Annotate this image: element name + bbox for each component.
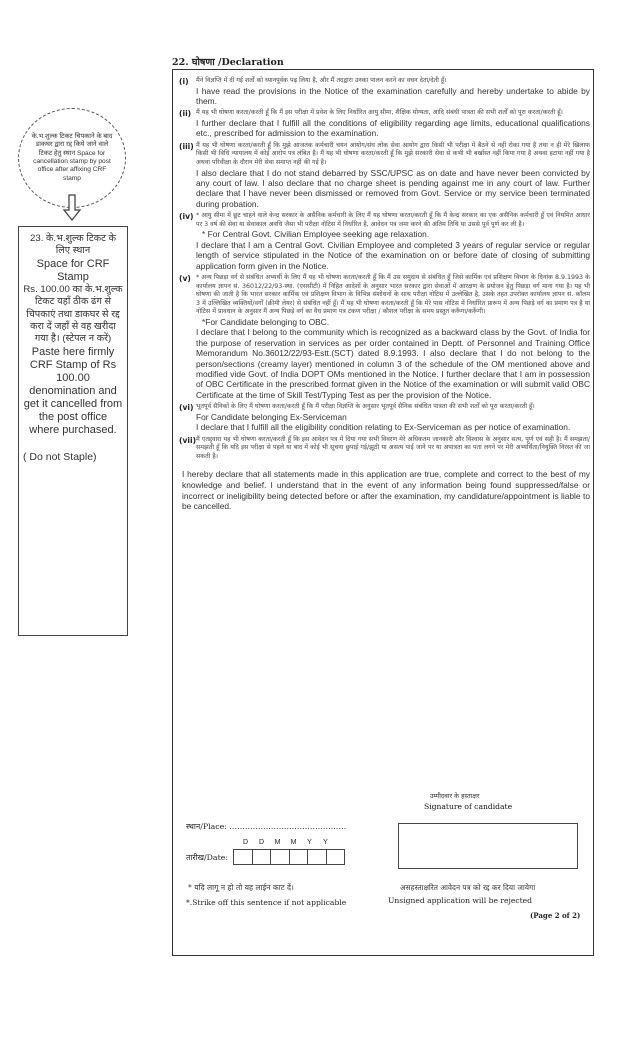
signature-label-hi: उम्मीदवार के हस्ताक्षर	[430, 792, 480, 800]
item-text-en: I declare that I am a Central Govt. Civilian Employee and completed 3 years of regular service or regular length of service stipulated in the Notice of the examination on or before date of closing of submitting application form given in the Notice.	[196, 239, 590, 271]
item-subheading-en: * For Central Govt. Civilian Employee seeking age relaxation.	[202, 229, 430, 240]
date-letter: Y	[323, 839, 329, 846]
item-text-hi: मैं यह भी घोषणा करता/करती हूँ कि मुझे आजतक कर्मचारी चयन आयोग/संघ लोक सेवा आयोग द्वारा किसी भी परीक्षा में बैठने से नहीं रोका गया है तथा न ही मेरे खिलाफ किसी भी विधि न्यायालय में कोई आरोप पत्र लंबित है। मैं यह भी घोषणा करता/करती हूँ कि मुझे सरकारी सेवा से कभी भी बर्खास्त नहीं किया गया है अथवा हटाया नहीं गया है अथवा परिवीक्षा के दौरान मेरी सेवा समाप्त नहीं की गई है।	[196, 141, 590, 166]
item-text-en: I declare that I fulfill all the eligibility condition relating to Ex-Serviceman as per notice of examination.	[196, 422, 571, 433]
cancellation-stamp-circle	[18, 108, 126, 208]
date-digit-box[interactable]	[233, 849, 252, 865]
item-text-en: I also declare that I do not stand debarred by SSC/UPSC as on date and have never been convicted by any court of law. I also declare that no charge sheet is pending against me in any court of law. Further declare that I have never been dismissed or removed from Govt. Service or my service been terminated during probation.	[196, 167, 590, 209]
item-text-hi: मैं एतद्द्वारा यह भी घोषणा करता/करती हूँ कि इस आवेदन पत्र में दिया गया सभी विवरण मेरे अधिकतम जानकारी और विश्वास के अनुसार सत्य, पूर्ण एवं सही है। मैं समझता/समझती हूँ कि यदि इस परीक्षा से पहले या बाद में कोई भी सूचना छुपाई गई/झूठी या असत्य पाई जाने पर या अपात्रता का पता लगने पर मेरी अभ्यर्थिता/नियुक्ति निरस्त की जा सकती है।	[196, 435, 590, 460]
declaration-list	[176, 77, 590, 512]
item-number: (vi)	[179, 403, 194, 413]
declaration-item-3	[176, 142, 590, 209]
item-text-hi: * आयु सीमा में छूट चाहने वाले केन्द्र सरकार के असैनिक कर्मचारी के लिए मैं यह घोषणा करता/करती हूँ कि मैं केन्द्र सरकार का एक असैनिक कर्मचारी हूँ एवं नियमित आधार पर 3 वर्ष की सेवा या सेवाकाल अवधि जैसा भी परीक्षा नोटिस में निर्धारित है, आवेदन पत्र जमा करने की अंतिम तिथि या उससे पूर्व पूर्ण कर ली है।	[196, 212, 590, 228]
unsigned-warning-hi: असहस्ताक्षरित आवेदन पत्र को रद्द कर दिया जायेगा	[400, 883, 536, 892]
date-input-boxes[interactable]	[233, 849, 345, 865]
item-subheading-en: For Candidate belonging Ex-Serviceman	[196, 411, 347, 422]
date-letter: M	[290, 839, 298, 846]
strike-note-hi: * यदि लागू न हो तो यह लाईन काट दें।	[188, 883, 294, 892]
date-digit-box[interactable]	[289, 849, 308, 865]
declaration-item-1	[176, 77, 590, 106]
date-digit-box[interactable]	[270, 849, 289, 865]
date-letter: D	[242, 839, 250, 846]
date-digit-box[interactable]	[307, 849, 326, 865]
declaration-item-7	[176, 436, 590, 462]
unsigned-warning-en: Unsigned application will be rejected	[388, 896, 532, 905]
date-digit-box[interactable]	[252, 849, 271, 865]
page-number: (Page 2 of 2)	[530, 911, 581, 920]
date-letter: M	[274, 839, 282, 846]
item-number: (iii)	[179, 141, 194, 151]
item-text-en: I declare that I belong to the community which is recognized as a backward class by the Govt. of India for the purpose of reservation in services as per order contained in Deptt. of Personnel and Training Office Memorandum No.36012/22/93-Estt.(SCT) dated 8.9.1993. I also declare that I do not belong to the person/sections (creamy layer) mentioned in column 3 of the schedule of the OM mentioned above and modified vide Govt. of India DOPT OMs mentioned in the Notice. I further declare that I am in possession of OBC Certificate in the prescribed format given in the Notice of the examination or will submit valid OBC Certificate at the time of Skill Test/Typing Test as per the provision of the Notice.	[196, 327, 590, 400]
date-letter: D	[258, 839, 266, 846]
item-number: (v)	[179, 274, 191, 284]
signature-box[interactable]	[398, 823, 578, 869]
item-number: (ii)	[179, 109, 192, 119]
date-label: तारीख/Date:	[186, 853, 228, 862]
item-text-en: I have read the provisions in the Notice of the examination carefully and hereby undertake to abide by them.	[196, 85, 590, 106]
item-text-en: I further declare that I fulfill all the conditions of eligibility regarding age limits, educational qualifications etc., prescribed for admission to the examination.	[196, 118, 590, 139]
date-letter: Y	[307, 839, 313, 846]
stamp-box-title-en: Space for CRF Stamp	[36, 257, 110, 283]
crf-stamp-box	[18, 226, 128, 636]
declaration-item-5	[176, 274, 590, 400]
stamp-paste-instruction: Paste here firmly CRF Stamp of Rs 100.00 denomination and get it cancelled from the post office where purchased.	[23, 345, 123, 436]
date-format-letters	[238, 839, 334, 846]
place-field[interactable]: स्थान/Place: ………………………………………	[186, 822, 347, 831]
declaration-item-6	[176, 403, 590, 432]
item-number: (i)	[179, 77, 189, 86]
item-text-hi: मैं यह भी घोषणा करता/करती हूँ कि मैं इस परीक्षा में प्रवेश के लिए निर्धारित आयु सीमा, शैक्षिक योग्यता, आदि संबंधी पात्रता की सभी शर्तों को पूरा करता/करती हूँ।	[196, 109, 563, 117]
signature-label-en: Signature of candidate	[424, 802, 513, 811]
stamp-amount-text: Rs. 100.00 का के.भ.शुल्क टिकट यहाँ ठीक ढंग से चिपकाएं तथा डाकघर से रद्द करा दें जहाँ से वह खरीदा गया है। (स्टेपल न करें)	[23, 283, 123, 345]
declaration-item-4	[176, 212, 590, 271]
item-text-hi: * अन्य पिछड़ा वर्ग से संबंधित अभ्यर्थी के लिए मैं यह भी घोषणा करता/करती हूँ कि मैं उस समुदाय से संबंधित हूँ जिसे कार्मिक एवं प्रशिक्षण विभाग के दिनांक 8.9.1993 के कार्यालय ज्ञापन सं. 36012/22/93-स्था. (एससीटी) में निहित आदेशों के अनुसार भारत सरकार द्वारा सेवाओं में आरक्षण के प्रयोजन हेतु पिछड़ा वर्ग माना गया है। यह भी घोषणा की जाती है कि भारत सरकार कार्मिक एवं प्रशिक्षण विभाग के विभिन्न संशोधनों के साथ परीक्षा नोटिस में उल्लेखित है, उसके तहत उपरोक्त कार्यालय ज्ञापन सं. कॉलम 3 में उल्लिखित व्यक्तियों/वर्गों (क्रीमी लेयर) से संबंधित नहीं हूँ। मैं यह भी घोषणा करता/करती हूँ कि मेरे पास नोटिस में निर्धारित प्रारूप में अन्य पिछड़े वर्ग का प्रमाण पत्र है या नोटिस में प्रावधान के अनुसार मैं अन्य पिछड़े वर्ग का वैध प्रमाण पत्र टंकण परीक्षा / कौशल परीक्षा के समय प्रस्तुत करूँगा/करूँगी।	[196, 274, 590, 316]
item-subheading-en: *For Candidate belonging to OBC.	[202, 317, 330, 327]
date-digit-box[interactable]	[326, 849, 346, 865]
declaration-item-2	[176, 109, 590, 138]
down-arrow-icon	[62, 194, 82, 222]
item-number: (iv)	[179, 212, 194, 222]
item-text-hi: भूतपूर्व सैनिकों के लिए मैं घोषणा करता/करती हूँ कि मैं परीक्षा विज्ञप्ति के अनुसार भूतपूर्व सैनिक संबंधित पात्रता की सभी शर्तों को पूरा करता/करती हूँ।	[196, 403, 535, 411]
final-declaration: I hereby declare that all statements made in this application are true, complete and correct to the best of my knowledge and belief. I understand that in the event of any information being found suppressed/false or incorrect or ineligibility being detected before or after the examination, my candidature/appointment is liable to be cancelled.	[182, 469, 590, 512]
stamp-box-title-hi: 23. के.भ.शुल्क टिकट के लिए स्थान	[30, 233, 116, 257]
no-staple-note: ( Do not Staple)	[23, 450, 97, 463]
item-number: (vii)	[179, 435, 197, 445]
cancellation-stamp-text: के.भ.शुल्क टिकट चिपकाने के बाद डाकघर द्वारा रद्द किये जाने वाले टिकट हेतु स्थान Space for cancellation stamp by post office after affixing CRF stamp	[31, 132, 113, 182]
declaration-heading: 22. घोषणा /Declaration	[172, 57, 284, 68]
strike-note-en: *.Strike off this sentence if not applicable	[186, 898, 347, 907]
item-text-hi: मैंने विज्ञप्ति में दी गई शर्तों को ध्यानपूर्वक पढ़ लिया है, और मैं तदद्वारा उनका पालन करने का वचन देता/देती हूँ।	[196, 77, 447, 84]
